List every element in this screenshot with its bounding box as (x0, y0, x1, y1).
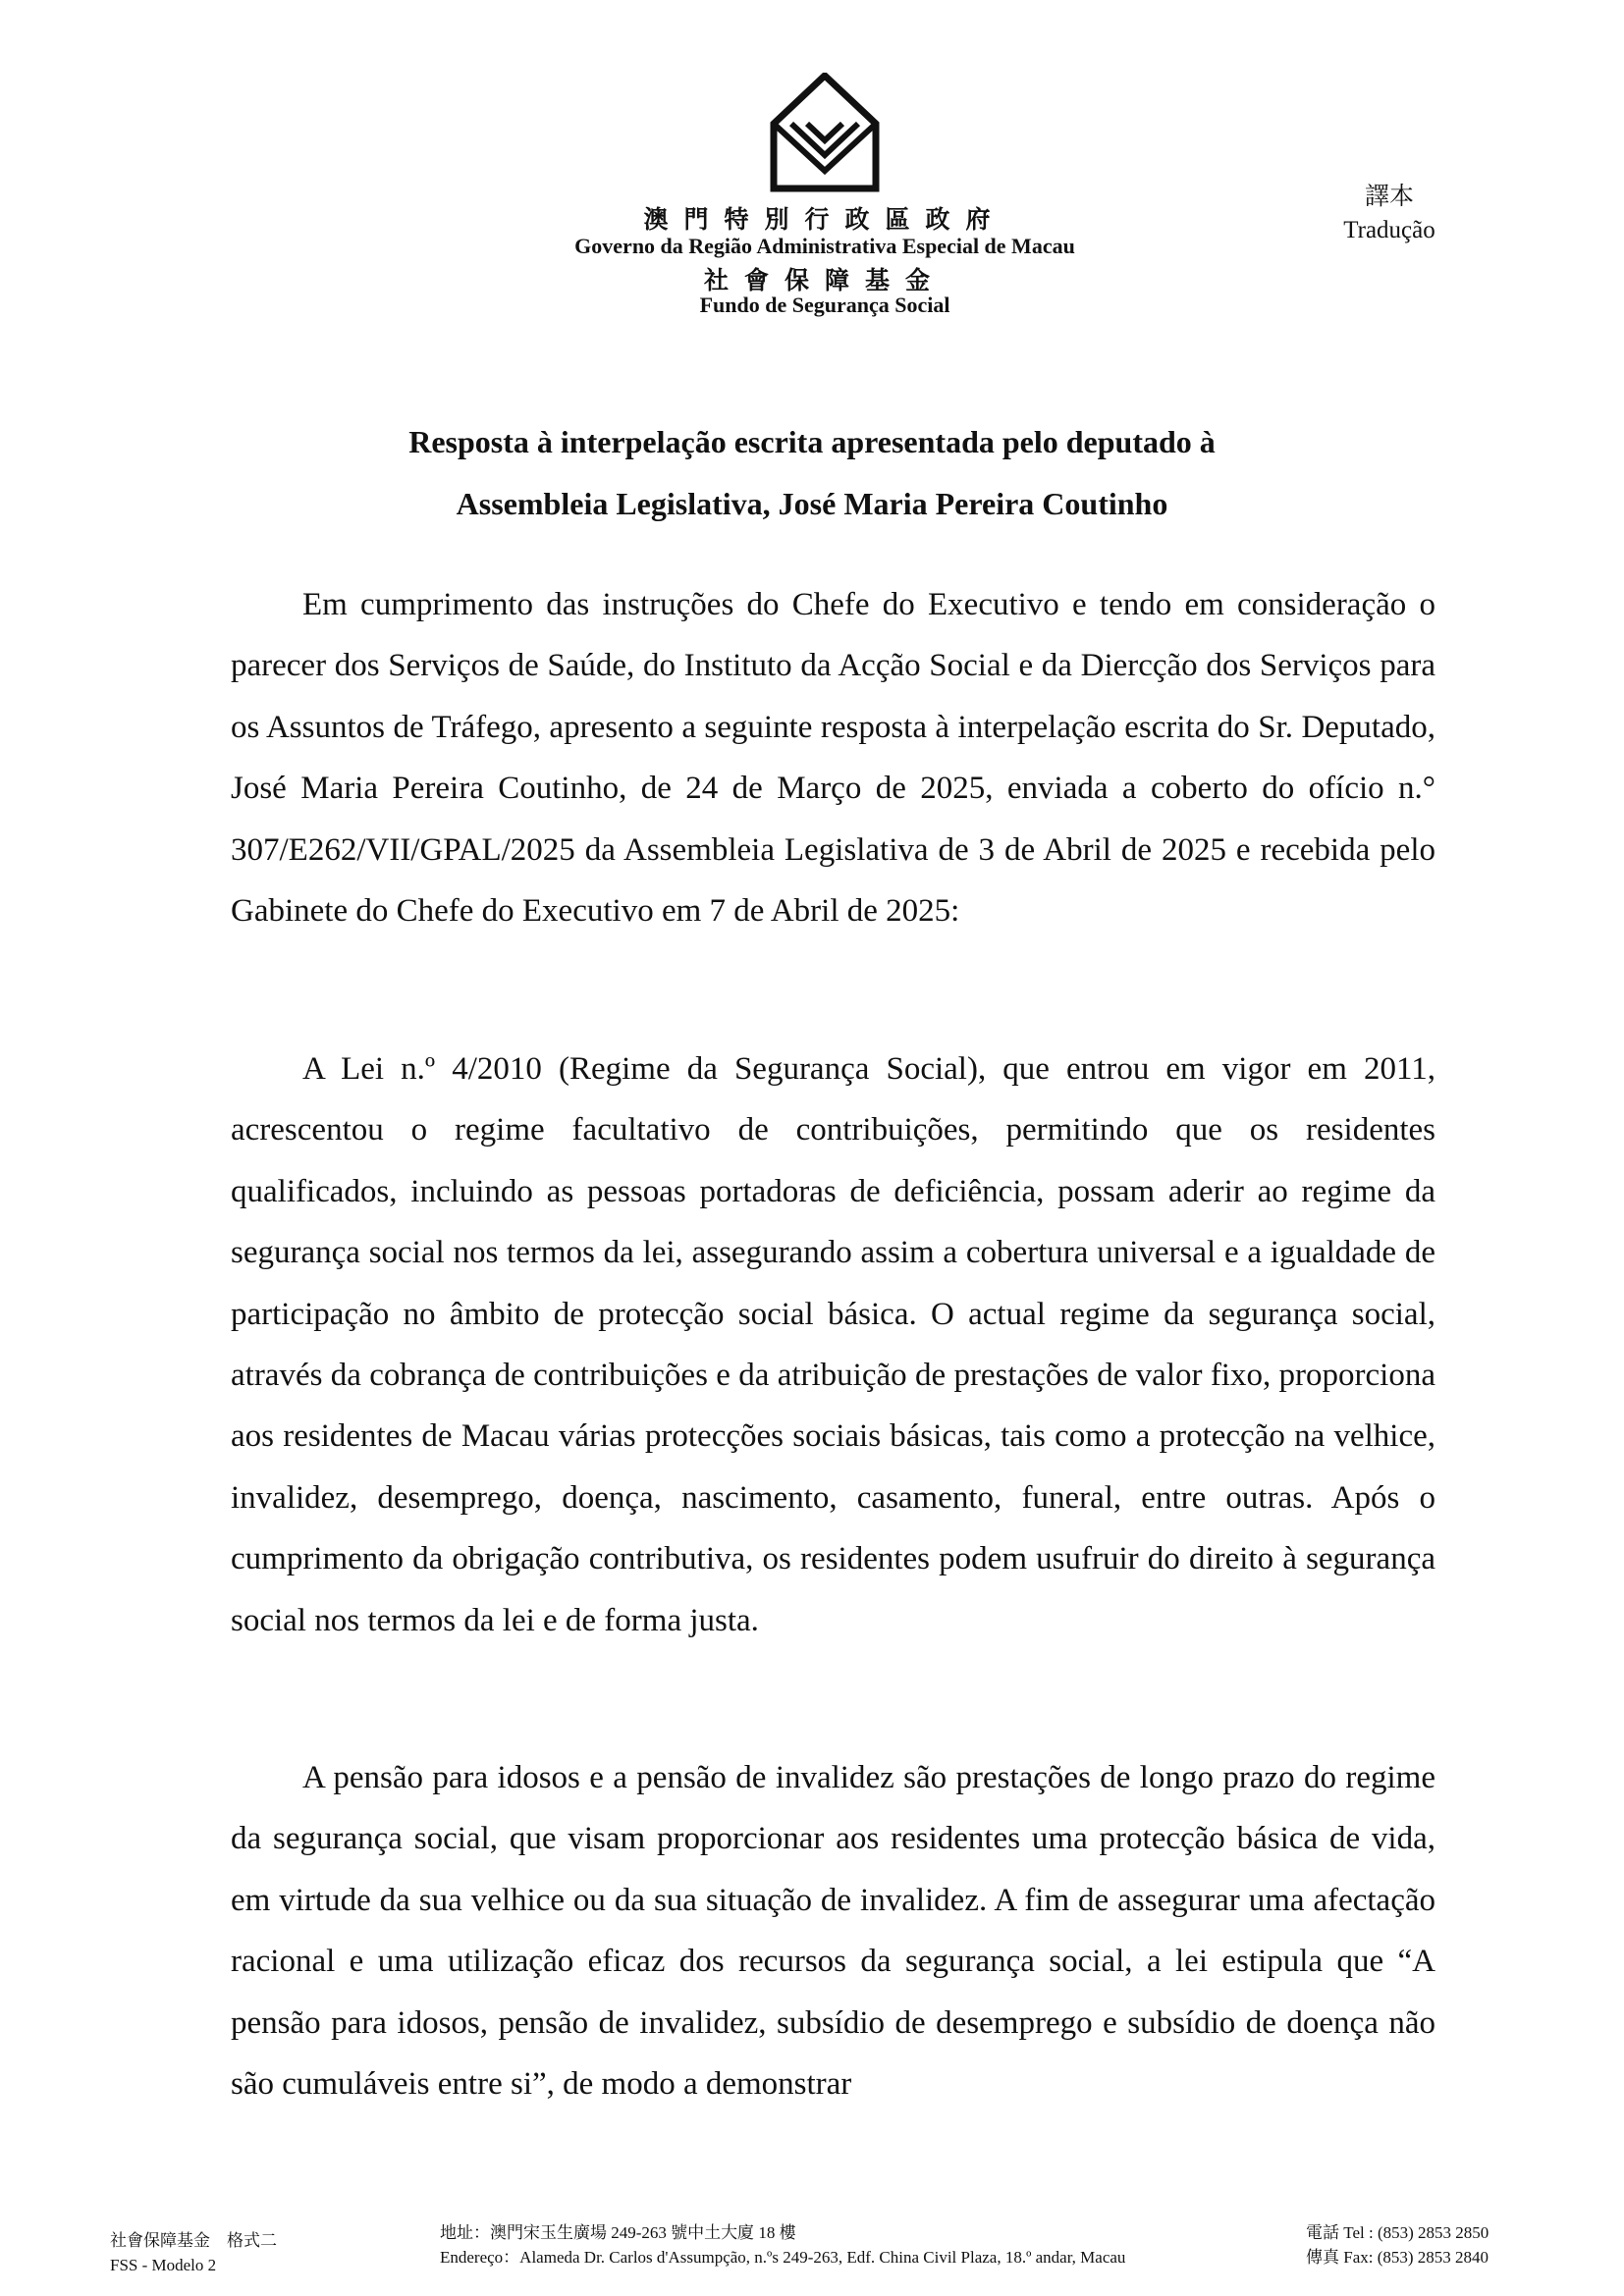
government-name-chinese: 澳門特別行政區政府 (643, 207, 1006, 234)
footer-fax: 傳真 Fax: (853) 2853 2840 (1306, 2248, 1489, 2267)
body-paragraph-1: Em cumprimento das instruções do Chefe do Executivo e tendo em consideração o parecer dos Serviços de Saúde, do Instituto da Acção Social e da Diercção dos Serviços para os Assuntos de Tráfego, apresento a seguinte resposta à interpelação escrita do Sr. Deputado, José Maria Pereira Coutinho, de 24 de Março de 2025, enviada a coberto do ofício n.° 307/E262/VII/GPAL/2025 da Assembleia Legislativa de 3 de Abril de 2025 e recebida pelo Gabinete do Chefe do Executivo em 7 de Abril de 2025: (231, 587, 1435, 930)
fund-name-portuguese: Fundo de Segurança Social (699, 293, 950, 317)
footer-address-portuguese: Endereço：Alameda Dr. Carlos d'Assumpção, n.ºs 249-263, Edf. China Civil Plaza, 18.º andar, Macau (440, 2248, 1126, 2267)
translation-label (1316, 181, 1463, 247)
body-paragraph-3: A pensão para idosos e a pensão de invalidez são prestações de longo prazo do regime da segurança social, que visam proporcionar aos residentes uma protecção básica de vida, em virtude da sua velhice ou da sua situação de invalidez. A fim de assegurar uma afectação racional e uma utilização eficaz dos recursos da segurança social, a lei estipula que “A pensão para idosos, pensão de invalidez, subsídio de desemprego e subsídio de doença não são cumuláveis entre si”, de modo a demonstrar (231, 1760, 1435, 2103)
fund-name-chinese: 社會保障基金 (703, 268, 946, 294)
translation-label-portuguese: Tradução (1343, 217, 1435, 243)
government-emblem-logo (770, 73, 880, 192)
footer-form-portuguese: FSS - Modelo 2 (110, 2256, 217, 2274)
footer-address (440, 2220, 1125, 2269)
footer-address-chinese: 地址：澳門宋玉生廣場 249-263 號中土大廈 18 樓 (440, 2223, 796, 2242)
body-paragraph-2: A Lei n.º 4/2010 (Regime da Segurança Social), que entrou em vigor em 2011, acrescentou o regime facultativo de contribuições, permitindo que os residentes qualificados, incluindo as pessoas portadoras de deficiência, possam aderir ao regime da segurança social nos termos da lei, assegurando assim a cobertura universal e a igualdade de participação no âmbito de protecção social básica. O actual regime da segurança social, através da cobrança de contribuições e da atribuição de prestações de valor fixo, proporciona aos residentes de Macau várias protecções sociais básicas, tais como a protecção na velhice, invalidez, desemprego, doença, nascimento, casamento, funeral, entre outras. Após o cumprimento da obrigação contributiva, os residentes podem usufruir do direito à segurança social nos termos da lei e de forma justa. (231, 1051, 1435, 1638)
emblem-icon (770, 73, 880, 192)
footer-tel: 電話 Tel : (853) 2853 2850 (1306, 2223, 1489, 2242)
government-name-portuguese: Governo da Região Administrativa Especial de Macau (574, 234, 1075, 258)
document-title-line-2: Assembleia Legislativa, José Maria Pereira Coutinho (456, 486, 1168, 521)
footer-form-chinese: 社會保障基金 格式二 (110, 2231, 277, 2250)
footer-contact (1306, 2220, 1489, 2269)
footer-form-id (110, 2228, 277, 2277)
translation-label-chinese: 譯本 (1364, 184, 1414, 210)
document-title-line-1: Resposta à interpelação escrita apresentada pelo deputado à (408, 424, 1216, 459)
